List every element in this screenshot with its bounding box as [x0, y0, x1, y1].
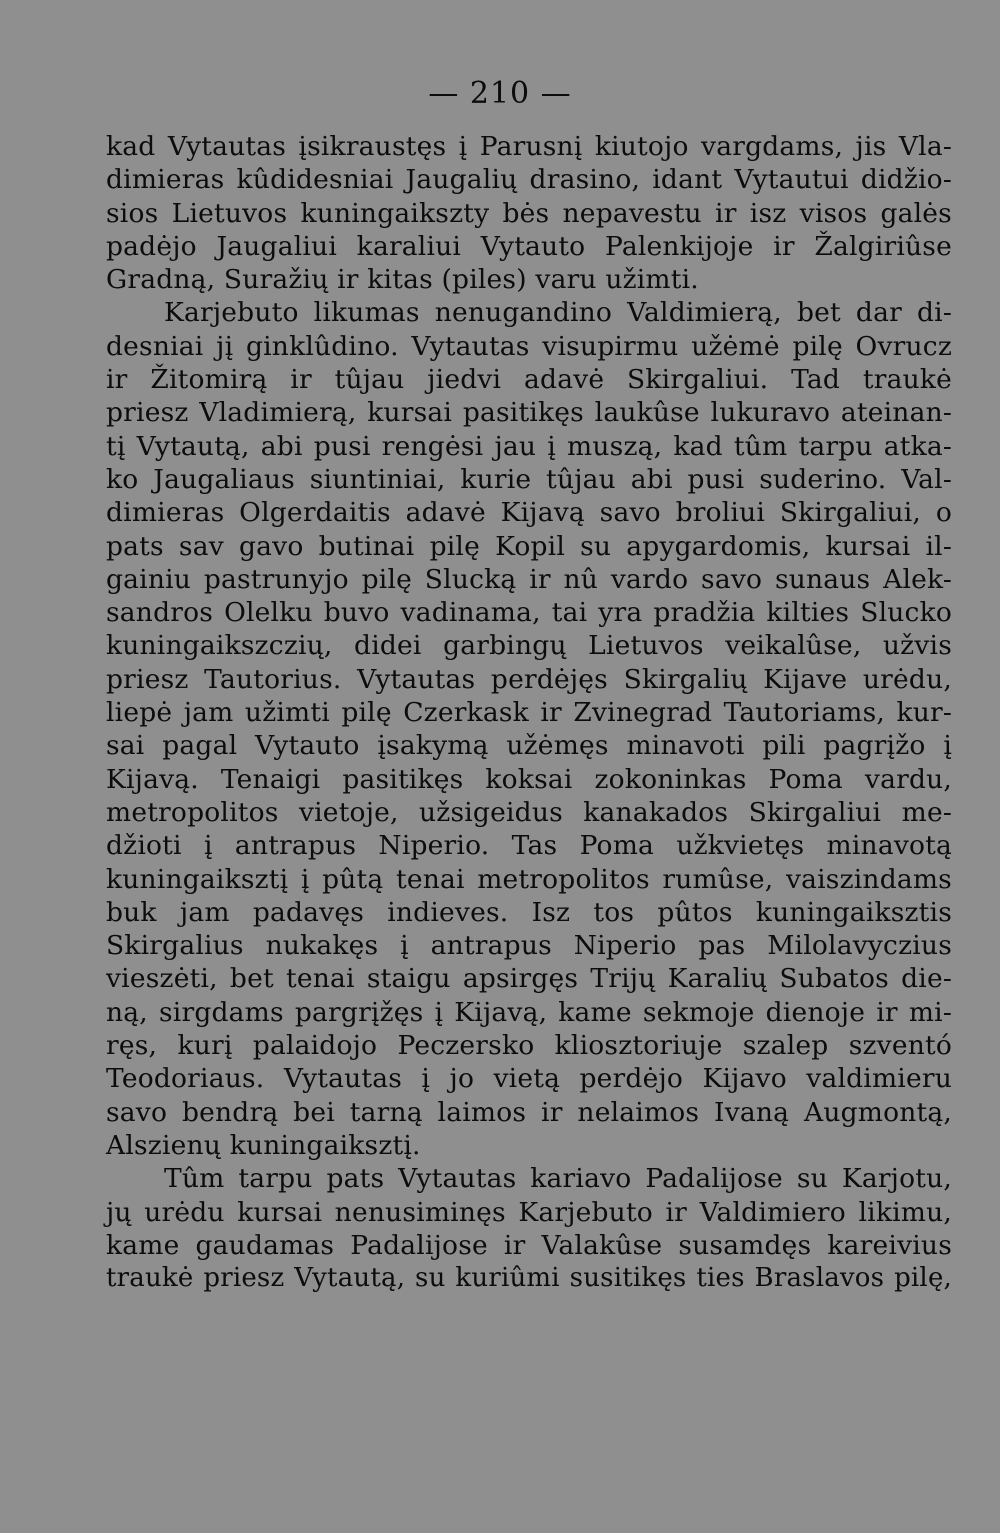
text-line: pats sav gavo butinai pilę Kopil su apygardomis, kursai il- — [106, 530, 952, 562]
text-line: metropolitos vietoje, užsigeidus kanakados Skirgaliui me- — [106, 796, 952, 828]
text-line: jų urėdu kursai nenusiminęs Karjebuto ir Valdimiero likimu, — [106, 1196, 952, 1228]
text-line: sandros Olelku buvo vadinama, tai yra pradžia kilties Slucko — [106, 597, 952, 629]
text-line: kad Vytautas įsikraustęs į Parusnį kiutojo vargdams, jis Vla- — [106, 131, 952, 162]
text-line: kuningaiksztį į pûtą tenai metropolitos rumûse, vaiszindams — [106, 863, 952, 895]
text-line: ręs, kurį palaidojo Peczersko kliosztoriuje szalep szventó — [106, 1030, 952, 1062]
text-line: Tûm tarpu pats Vytautas kariavo Padalijose su Karjotu, — [164, 1163, 952, 1195]
text-line: sai pagal Vytauto įsakymą užėmęs minavoti pili pagrįžo į — [106, 730, 952, 762]
text-line: savo bendrą bei tarną laimos ir nelaimos Ivaną Augmontą, — [106, 1096, 952, 1128]
text-line: vieszėti, bet tenai staigu apsirgęs Trijų Karalių Subatos die- — [106, 963, 952, 995]
text-line: ir Žitomirą ir tûjau jiedvi adavė Skirgaliui. Tad traukė — [106, 364, 952, 396]
text-line: Alszienų kuningaiksztį. — [106, 1129, 421, 1161]
text-line: dimieras kûdidesniai Jaugalių drasino, idant Vytautui didžio- — [106, 164, 952, 196]
text-line: priesz Tautorius. Vytautas perdėjęs Skirgalių Kijave urėdu, — [106, 663, 952, 695]
text-line: Skirgalius nukakęs į antrapus Niperio pas Milolavyczius — [106, 930, 952, 962]
text-line: tį Vytautą, abi pusi rengėsi jau į muszą, kad tûm tarpu atka- — [106, 430, 952, 462]
text-line: liepė jam užimti pilę Czerkask ir Zvinegrad Tautoriams, kur- — [106, 697, 952, 729]
text-line: sios Lietuvos kuningaikszty bės nepavestu ir isz visos galės — [106, 197, 952, 229]
text-line: kame gaudamas Padalijose ir Valakûse susamdęs kareivius — [106, 1229, 952, 1261]
text-line: buk jam padavęs indieves. Isz tos pûtos kuningaiksztis — [106, 896, 952, 928]
text-line: Karjebuto likumas nenugandino Valdimierą, bet dar di- — [164, 297, 952, 329]
text-line: džioti į antrapus Niperio. Tas Poma užkvietęs minavotą — [106, 830, 952, 862]
text-line: desniai jį ginklûdino. Vytautas visupirmu užėmė pilę Ovrucz — [106, 330, 952, 362]
text-line: gainiu pastrunyjo pilę Slucką ir nû vardo savo sunaus Alek- — [106, 563, 952, 595]
text-line: ko Jaugaliaus siuntiniai, kurie tûjau abi pusi suderino. Val- — [106, 463, 952, 495]
text-line: ną, sirgdams pargrįžęs į Kijavą, kame sekmoje dienoje ir mi- — [106, 996, 952, 1028]
text-line: Teodoriaus. Vytautas į jo vietą perdėjo Kijavo valdimieru — [106, 1063, 952, 1095]
text-line: dimieras Olgerdaitis adavė Kijavą savo broliui Skirgaliui, o — [106, 497, 952, 529]
text-line: padėjo Jaugaliui karaliui Vytauto Palenkijoje ir Žalgiriûse — [106, 230, 952, 262]
body-text — [106, 130, 952, 1295]
page-number: — 210 — — [428, 76, 572, 111]
text-line: traukė priesz Vytautą, su kuriûmi susitikęs ties Braslavos pilę, — [106, 1263, 952, 1294]
text-line: Gradną, Suražių ir kitas (piles) varu užimti. — [106, 264, 699, 296]
text-line: priesz Vladimierą, kursai pasitikęs laukûse lukuravo ateinan- — [106, 397, 952, 429]
text-line: kuningaikszczių, didei garbingų Lietuvos veikalûse, užvis — [106, 630, 952, 662]
text-line: Kijavą. Tenaigi pasitikęs koksai zokoninkas Poma vardu, — [106, 763, 952, 795]
